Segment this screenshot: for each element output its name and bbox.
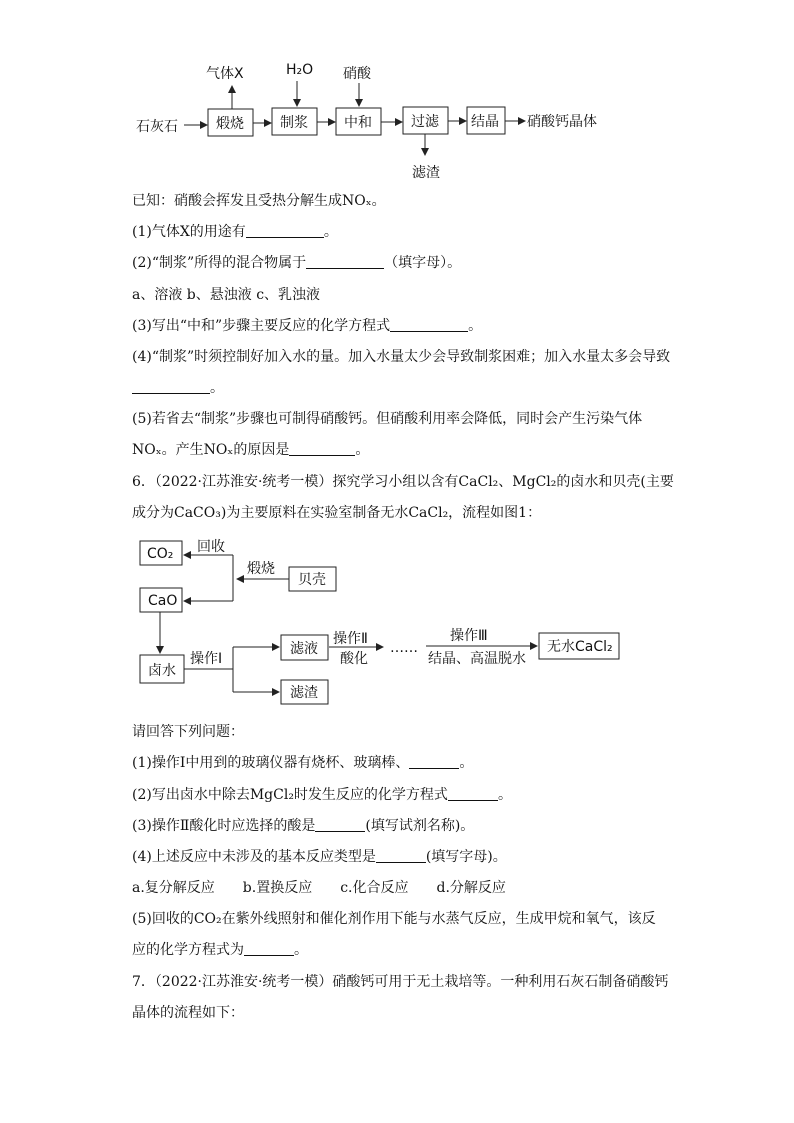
question-6-1 bbox=[132, 753, 662, 773]
answer-blank bbox=[315, 817, 365, 832]
question-1-3-end: 。 bbox=[468, 318, 483, 334]
question-6-5-line2 bbox=[132, 940, 662, 960]
op3-label: 操作Ⅲ bbox=[450, 628, 488, 644]
answer-blank bbox=[376, 848, 426, 863]
box-cao-label: CaO bbox=[148, 593, 178, 609]
answer-blank bbox=[132, 379, 210, 394]
question-6-5-end: 。 bbox=[294, 942, 308, 958]
calcine-label: 煅烧 bbox=[247, 561, 275, 577]
question-6-1-text: (1)操作Ⅰ中用到的玻璃仪器有烧杯、玻璃棒、 bbox=[132, 755, 410, 771]
question-6-3 bbox=[132, 816, 662, 836]
question-6-4 bbox=[132, 847, 662, 867]
question-6-5-line1: (5)回收的CO₂在紫外线照射和催化剂作用下能与水蒸气反应，生成甲烷和氧气，该反 bbox=[132, 911, 656, 927]
question-1-3 bbox=[132, 316, 662, 336]
known-note: 已知：硝酸会挥发且受热分解生成NOₓ。 bbox=[132, 193, 386, 209]
acidify-label: 酸化 bbox=[340, 651, 368, 667]
limestone-label: 石灰石 bbox=[136, 119, 178, 135]
box-neutralize-label: 中和 bbox=[344, 115, 372, 131]
answer-blank bbox=[390, 317, 468, 332]
h2o-label: H₂O bbox=[286, 62, 314, 78]
box-filter-label: 过滤 bbox=[411, 114, 439, 130]
box-shell-label: 贝壳 bbox=[298, 572, 326, 588]
prompt-line: 请回答下列问题： bbox=[132, 724, 244, 740]
answer-blank bbox=[246, 223, 324, 238]
box-brine-label: 卤水 bbox=[148, 663, 176, 679]
question-1-1-text: (1)气体X的用途有 bbox=[132, 224, 246, 240]
question-6-4-text: (4)上述反应中未涉及的基本反应类型是 bbox=[132, 849, 376, 865]
question-6-4-end: (填写字母)。 bbox=[425, 849, 507, 865]
problem-6-intro-line2: 成分为CaCO₃)为主要原料在实验室制备无水CaCl₂，流程如图1： bbox=[132, 505, 542, 521]
answer-blank bbox=[244, 941, 294, 956]
question-1-1-end: 。 bbox=[323, 224, 338, 240]
box-crystallize-label: 结晶 bbox=[471, 114, 499, 130]
question-6-3-end: (填写试剂名称)。 bbox=[365, 818, 475, 834]
ellipsis-label: …… bbox=[390, 640, 418, 656]
question-6-1-end: 。 bbox=[459, 755, 474, 771]
question-6-2 bbox=[132, 785, 662, 805]
question-1-5-line2 bbox=[132, 440, 662, 460]
problem-7-line2: 晶体的流程如下： bbox=[132, 1005, 244, 1021]
question-1-3-text: (3)写出“中和”步骤主要反应的化学方程式 bbox=[132, 318, 391, 334]
flowchart-limestone bbox=[0, 55, 794, 190]
gas-x-label: 气体X bbox=[206, 66, 244, 82]
question-1-4-line2 bbox=[132, 378, 662, 398]
problem-7-line1: 7．（2022·江苏淮安·统考一模）硝酸钙可用于无土栽培等。一种利用石灰石制备硝酸钙 bbox=[132, 974, 669, 990]
crystal-label: 结晶、高温脱水 bbox=[428, 651, 526, 667]
question-1-2-text: (2)“制浆”所得的混合物属于 bbox=[132, 255, 307, 271]
answer-blank bbox=[448, 786, 498, 801]
question-1-5-end: 。 bbox=[355, 442, 370, 458]
product-label: 硝酸钙晶体 bbox=[527, 114, 597, 130]
residue-label: 滤渣 bbox=[412, 165, 440, 181]
op1-label: 操作Ⅰ bbox=[190, 651, 223, 667]
nitric-acid-label: 硝酸 bbox=[343, 66, 371, 82]
box-product-label: 无水CaCl₂ bbox=[547, 639, 613, 655]
box-filtrate-label: 滤液 bbox=[290, 641, 318, 657]
question-6-2-end: 。 bbox=[497, 787, 512, 803]
answer-blank bbox=[289, 441, 355, 456]
question-1-2-options: a、溶液 b、悬浊液 c、乳浊液 bbox=[132, 287, 321, 303]
box-calcine-label: 煅烧 bbox=[216, 116, 244, 132]
question-1-4-end: 。 bbox=[210, 380, 224, 396]
question-6-2-text: (2)写出卤水中除去MgCl₂时发生反应的化学方程式 bbox=[132, 787, 448, 803]
question-1-2 bbox=[132, 253, 662, 273]
question-1-5-line1: (5)若省去“制浆”步骤也可制得硝酸钙。但硝酸利用率会降低，同时会产生污染气体 bbox=[132, 411, 643, 427]
flowchart-brine bbox=[0, 535, 794, 710]
problem-6-intro-line1: 6．（2022·江苏淮安·统考一模）探究学习小组以含有CaCl₂、MgCl₂的卤水和贝壳(主要 bbox=[132, 474, 674, 490]
answer-blank bbox=[306, 254, 384, 269]
box-residue-label: 滤渣 bbox=[290, 685, 318, 701]
question-1-2-end: （填字母）。 bbox=[384, 255, 462, 271]
box-co2-label: CO₂ bbox=[147, 546, 174, 562]
answer-blank bbox=[409, 754, 459, 769]
question-1-1 bbox=[132, 222, 662, 242]
op2-label: 操作Ⅱ bbox=[333, 631, 368, 647]
question-6-3-text: (3)操作Ⅱ酸化时应选择的酸是 bbox=[132, 818, 316, 834]
question-1-5-text: NOₓ。产生NOₓ的原因是 bbox=[132, 442, 290, 458]
box-slurry-label: 制浆 bbox=[280, 115, 308, 131]
question-1-4-line1: (4)“制浆”时须控制好加入水的量。加入水量太少会导致制浆困难；加入水量太多会导致 bbox=[132, 349, 671, 365]
question-6-4-options: a.复分解反应 b.置换反应 c.化合反应 d.分解反应 bbox=[132, 880, 506, 896]
recover-label: 回收 bbox=[197, 539, 225, 555]
question-6-5-text: 应的化学方程式为 bbox=[132, 942, 244, 958]
